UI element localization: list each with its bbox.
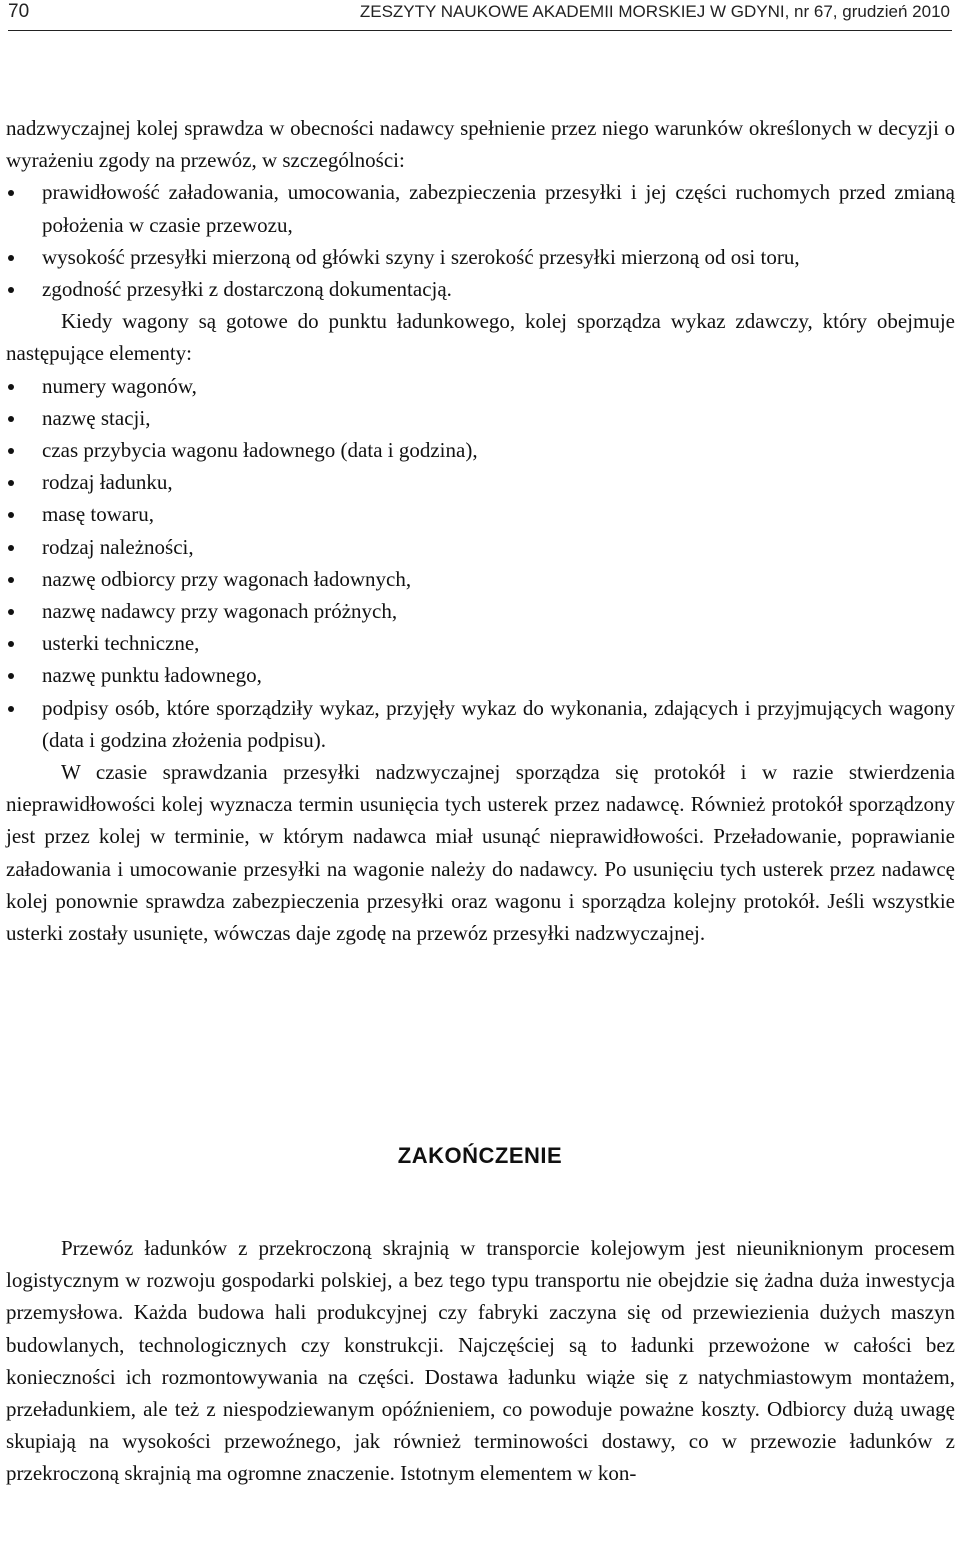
list-item — [6, 531, 955, 563]
bullet-icon — [8, 448, 14, 454]
list-item — [6, 402, 955, 434]
conclusion-text-block — [6, 1232, 955, 1490]
list-item — [6, 659, 955, 691]
list-item — [6, 241, 955, 273]
main-text-block — [6, 112, 955, 949]
list-item-text: masę towaru, — [42, 502, 154, 527]
checks-list — [6, 176, 955, 305]
list-item — [6, 498, 955, 530]
bullet-icon — [8, 512, 14, 518]
list-item — [6, 692, 955, 756]
bullet-icon — [8, 480, 14, 486]
list-item — [6, 595, 955, 627]
list-item-text: wysokość przesyłki mierzoną od główki szyny i szerokość przesyłki mierzoną od osi toru, — [42, 244, 800, 269]
bullet-icon — [8, 577, 14, 583]
list-item-text: nazwę nadawcy przy wagonach próżnych, — [42, 599, 398, 624]
list-item-text: usterki techniczne, — [42, 631, 200, 656]
list-item — [6, 273, 955, 305]
list-item-text: nazwę punktu ładownego, — [42, 663, 262, 688]
list-item — [6, 466, 955, 498]
journal-title: ZESZYTY NAUKOWE AKADEMII MORSKIEJ W GDYNI, nr 67, grudzień 2010 — [359, 2, 950, 21]
list-item — [6, 563, 955, 595]
list-item-text: rodzaj należności, — [42, 534, 194, 559]
closing-paragraph: W czasie sprawdzania przesyłki nadzwyczajnej sporządza się protokół i w razie stwierdzenia nieprawidłowości kolej wyznacza termin usunięcia tych usterek przez nadawcę. Również protokół sporządzony jest przez kolej w terminie, w którym nadawca miał usunąć nieprawidłowości. Przeładowanie, poprawianie załadowania i umocowanie przesyłki na wagonie należy do nadawcy. Po usunięciu tych usterek przez nadawcę kolej ponownie sprawdza zabezpieczenia przesyłki oraz wagonu i sporządza kolejny protokół. Jeśli wszystkie usterki zostały usunięte, wówczas daje zgodę na przewóz przesyłki nadzwyczajnej. — [6, 760, 955, 946]
list-intro-paragraph: Kiedy wagony są gotowe do punktu ładunkowego, kolej sporządza wykaz zdawczy, który obejmuje następujące elementy: — [6, 309, 955, 366]
list-item-text: nazwę stacji, — [42, 405, 151, 430]
bullet-icon — [8, 287, 14, 293]
list-item-text: nazwę odbiorcy przy wagonach ładownych, — [42, 566, 412, 591]
bullet-icon — [8, 609, 14, 615]
conclusion-paragraph: Przewóz ładunków z przekroczoną skrajnią w transporcie kolejowym jest nieuniknionym procesem logistycznym w rozwoju gospodarki polskiej, a bez tego typu transportu nie obejdzie się żadna duża inwestycja przemysłowa. Każda budowa hali produkcyjnej czy fabryki zaczyna się od przewiezienia dużych maszyn budowlanych, technologicznych czy konstrukcji. Najczęściej są to ładunki przewożone w całości bez konieczności ich rozmontowywania na części. Dostawa ładunku wiąże się z natychmiastowym montażem, przeładunkiem, ale też z niespodziewanym opóźnieniem, co powoduje poważne koszty. Odbiorcy dużą uwagę skupiają na wysokości przewoźnego, jak również terminowości dostawy, co w przewozie ładunków z przekroczoną skrajnią ma ogromne znaczenie. Istotnym elementem w kon- — [6, 1236, 955, 1486]
list-item-text: czas przybycia wagonu ładownego (data i godzina), — [42, 438, 478, 463]
page-number: 70 — [8, 1, 30, 22]
bullet-icon — [8, 706, 14, 712]
bullet-icon — [8, 545, 14, 551]
list-item-text: podpisy osób, które sporządziły wykaz, przyjęły wykaz do wykonania, zdających i przyjmujących wagony (data i godzina złożenia podpisu). — [42, 695, 955, 752]
running-header — [8, 0, 952, 31]
list-item-text: prawidłowość załadowania, umocowania, zabezpieczenia przesyłki i jej części ruchomych przed zmianą położenia w czasie przewozu, — [42, 180, 955, 237]
bullet-icon — [8, 641, 14, 647]
section-heading: ZAKOŃCZENIE — [397, 1143, 563, 1168]
bullet-icon — [8, 416, 14, 422]
bullet-icon — [8, 190, 14, 196]
list-item-text: zgodność przesyłki z dostarczoną dokumentacją. — [42, 277, 452, 302]
elements-list — [6, 370, 955, 756]
bullet-icon — [8, 255, 14, 261]
bullet-icon — [8, 673, 14, 679]
list-item-text: rodzaj ładunku, — [42, 470, 173, 495]
list-item-text: numery wagonów, — [42, 373, 197, 398]
bullet-icon — [8, 384, 14, 390]
list-item — [6, 434, 955, 466]
intro-paragraph: nadzwyczajnej kolej sprawdza w obecności nadawcy spełnienie przez niego warunków określonych w decyzji o wyrażeniu zgody na przewóz, w szczególności: — [6, 116, 955, 173]
list-item — [6, 627, 955, 659]
list-item — [6, 176, 955, 240]
list-item — [6, 370, 955, 402]
